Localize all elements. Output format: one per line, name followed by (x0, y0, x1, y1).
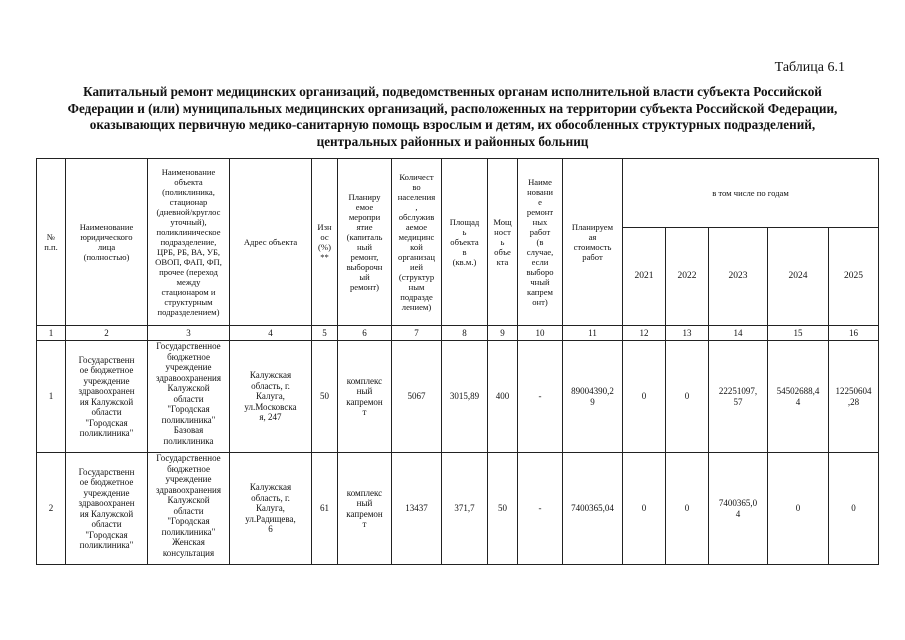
row-capacity: 400 (488, 341, 518, 453)
row-measure: комплекс ный капремон т (338, 341, 392, 453)
header-year: 2022 (666, 228, 709, 326)
header-area: Площад ь объекта в (кв.м.) (442, 159, 488, 326)
row-cost: 89004390,2 9 (563, 341, 623, 453)
row-object-text: Государственное бюджетное учреждение здравоохранения Калужской области "Городская поликлиника" Базовая поликлиника (155, 341, 221, 446)
row-population: 5067 (392, 341, 442, 453)
header-years-group: в том числе по годам (623, 159, 879, 228)
header-measure: Планиру емое меропри ятие (капиталь ный ремонт, выборочн ый ремонт) (338, 159, 392, 326)
row-address: Калужская область, г. Калуга, ул.Радищева, 6 (230, 453, 312, 565)
column-number: 10 (518, 326, 563, 341)
row-year-2022: 0 (666, 453, 709, 565)
column-number: 16 (829, 326, 879, 341)
row-year-2024: 0 (768, 453, 829, 565)
header-year: 2023 (709, 228, 768, 326)
row-cost: 7400365,04 (563, 453, 623, 565)
header-num: № п.п. (37, 159, 66, 326)
title-line: Капитальный ремонт медицинских организаций, подведомственных органам исполнительной власти субъекта Российской (83, 84, 822, 99)
column-number: 13 (666, 326, 709, 341)
column-number: 2 (66, 326, 148, 341)
column-number: 7 (392, 326, 442, 341)
repair-table (36, 158, 879, 565)
header-cost: Планируем ая стоимость работ (563, 159, 623, 326)
column-number: 3 (148, 326, 230, 341)
row-year-2025: 12250604 ,28 (829, 341, 879, 453)
row-object (148, 341, 230, 453)
header-year: 2025 (829, 228, 879, 326)
row-object-text: Государственное бюджетное учреждение здравоохранения Калужской области "Городская поликлиника" Женская консультация (155, 453, 221, 558)
column-number: 14 (709, 326, 768, 341)
table-label: Таблица 6.1 (774, 60, 845, 75)
column-number: 5 (312, 326, 338, 341)
column-number-row (37, 326, 879, 341)
header-year: 2021 (623, 228, 666, 326)
row-year-2023: 7400365,0 4 (709, 453, 768, 565)
row-measure: комплекс ный капремон т (338, 453, 392, 565)
row-repair-name: - (518, 453, 563, 565)
row-wear: 50 (312, 341, 338, 453)
row-wear: 61 (312, 453, 338, 565)
header-address: Адрес объекта (230, 159, 312, 326)
header-repair-name: Наиме новани е ремонт ных работ (в случае, если выборо чный капрем онт) (518, 159, 563, 326)
row-repair-name: - (518, 341, 563, 453)
document-title (20, 84, 885, 150)
row-legal-entity: Государственн ое бюджетное учреждение здравоохранен ия Калужской области "Городская поликлиника" (66, 341, 148, 453)
table-row (37, 341, 879, 453)
row-year-2024: 54502688,4 4 (768, 341, 829, 453)
column-number: 15 (768, 326, 829, 341)
column-number: 11 (563, 326, 623, 341)
header-wear: Изн ос (%) ** (312, 159, 338, 326)
row-year-2025: 0 (829, 453, 879, 565)
row-population: 13437 (392, 453, 442, 565)
header-year: 2024 (768, 228, 829, 326)
column-number: 12 (623, 326, 666, 341)
row-num: 1 (37, 341, 66, 453)
header-legal-entity: Наименование юридического лица (полностью) (66, 159, 148, 326)
column-number: 1 (37, 326, 66, 341)
column-number: 8 (442, 326, 488, 341)
row-area: 371,7 (442, 453, 488, 565)
column-number: 4 (230, 326, 312, 341)
table-row (37, 453, 879, 565)
title-line: оказывающих первичную медико-санитарную помощь взрослым и детям, их обособленных структурных подразделений, (89, 117, 816, 132)
row-address: Калужская область, г. Калуга, ул.Московска я, 247 (230, 341, 312, 453)
header-object: Наименование объекта (поликлиника, стационар (дневной/круглос уточный), поликлиническое подразделение, ЦРБ, РБ, ВА, УБ, ОВОП, ФАП, ФП, прочее (переход между стационаром и структурным подразделением) (148, 159, 230, 326)
row-year-2021: 0 (623, 453, 666, 565)
row-object (148, 453, 230, 565)
row-capacity: 50 (488, 453, 518, 565)
column-number: 6 (338, 326, 392, 341)
row-year-2023: 22251097, 57 (709, 341, 768, 453)
header-capacity: Мощ ност ь объе кта (488, 159, 518, 326)
header-population: Количест во населения , обслужив аемое медицинс кой организац ией (структур ным подразде лением) (392, 159, 442, 326)
row-area: 3015,89 (442, 341, 488, 453)
title-line: центральных районных и районных больниц (316, 133, 589, 149)
title-line: Федерации и (или) муниципальных медицинских организаций, расположенных на территории субъекта Российской Федерации, (67, 100, 838, 116)
row-legal-entity: Государственн ое бюджетное учреждение здравоохранен ия Калужской области "Городская поликлиника" (66, 453, 148, 565)
row-year-2022: 0 (666, 341, 709, 453)
row-year-2021: 0 (623, 341, 666, 453)
row-num: 2 (37, 453, 66, 565)
column-number: 9 (488, 326, 518, 341)
